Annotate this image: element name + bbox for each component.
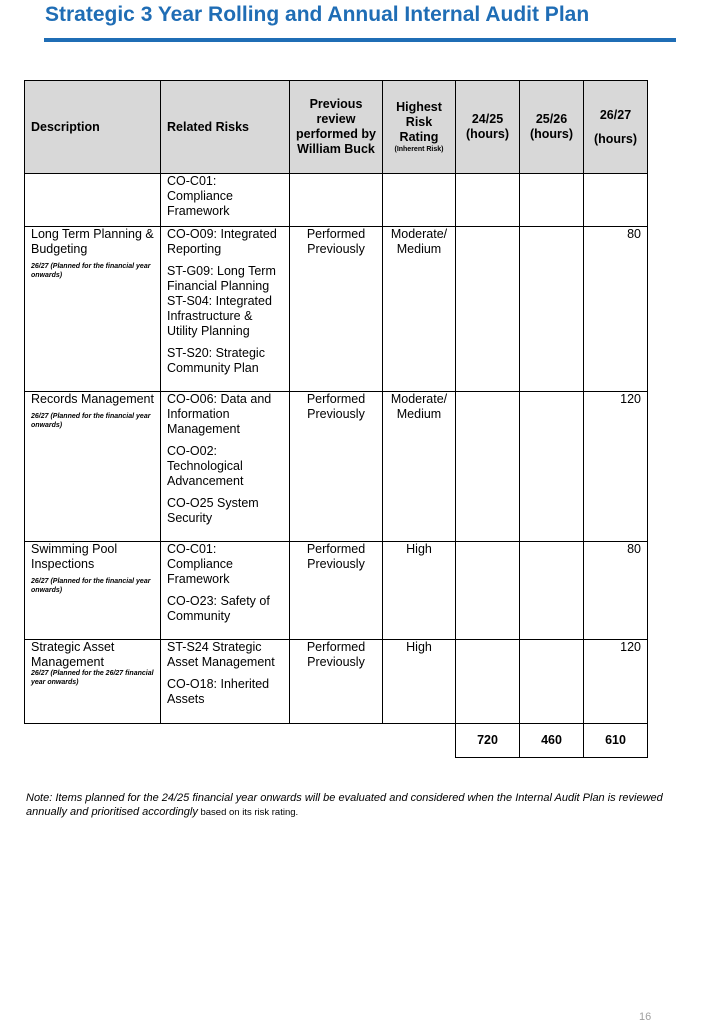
header-highest-risk [383,81,456,174]
header-year-25-26 [520,81,584,174]
risk-item: CO-O25 System Security [167,496,259,525]
total-hours-24-25: 720 [456,724,520,758]
table-header-row [25,81,648,174]
row-description-cell [25,227,161,392]
page-number: 16 [639,1011,652,1023]
row-planning-note: 26/27 (Planned for the financial year onwards) [31,263,151,279]
risk-item: ST-S24 Strategic Asset Management [167,640,275,669]
header-year-26-27 [584,81,648,174]
row-previous-review: Performed Previously [290,227,383,392]
row-risk-rating: Moderate/ Medium [383,227,456,392]
header-year-26-27-label: 26/27 [599,107,632,122]
risk-item: CO-O06: Data and Information Management [167,392,272,436]
row-risk-rating: High [383,640,456,724]
totals-spacer [161,724,290,758]
header-year-24-25 [456,81,520,174]
row-hours-25-26 [520,227,584,392]
row-description [25,174,161,227]
row-planning-note: 26/27 (Planned for the financial year onwards) [31,578,151,594]
row-risk-rating: High [383,542,456,640]
row-description: Records Management [31,392,154,406]
row-related-risks [161,640,290,724]
table-row [25,640,648,724]
header-year-24-25-unit: (hours) [465,127,510,141]
risk-item: CO-O18: Inherited Assets [167,677,270,706]
row-description: Strategic Asset Management [31,640,115,669]
header-previous-review: Previous review performed by William Buck [290,81,383,174]
risk-item: CO-O23: Safety of Community [167,594,270,623]
row-planning-note: 26/27 (Planned for the financial year onwards) [31,413,151,429]
header-year-25-26-unit: (hours) [529,127,574,141]
row-description: Swimming Pool Inspections [31,542,118,571]
table-row [25,392,648,542]
risk-item: CO-O09: Integrated Reporting [167,227,277,256]
row-hours-26-27: 80 [584,542,648,640]
row-hours-25-26 [520,392,584,542]
table-row [25,174,648,227]
total-hours-25-26: 460 [520,724,584,758]
row-related-risks [161,174,290,227]
risk-item: CO-C01: Compliance Framework [167,542,234,586]
row-hours-26-27: 80 [584,227,648,392]
header-year-25-26-label: 25/26 [535,112,568,126]
title-underline [44,38,676,42]
totals-row [25,724,648,758]
totals-spacer [290,724,383,758]
row-hours-25-26 [520,542,584,640]
header-year-24-25-label: 24/25 [471,112,504,126]
row-planning-note: 26/27 (Planned for the 26/27 financial year onwards) [31,670,154,686]
row-hours-26-27: 120 [584,640,648,724]
row-previous-review: Performed Previously [290,542,383,640]
row-previous-review [290,174,383,227]
row-hours-24-25 [456,542,520,640]
header-related-risks: Related Risks [161,81,290,174]
header-highest-risk-label: Highest Risk Rating [396,100,442,144]
row-hours-25-26 [520,174,584,227]
table-row [25,542,648,640]
row-risk-rating: Moderate/ Medium [383,392,456,542]
risk-item: CO-O02: Technological Advancement [167,444,244,488]
row-previous-review: Performed Previously [290,392,383,542]
row-description-cell [25,542,161,640]
footer-note-main: Note: Items planned for the 24/25 financial year onwards will be evaluated and considered when the Internal Audit Plan is reviewed annually and prioritised accordingly [26,792,663,818]
risk-item: ST-G09: Long Term Financial Planning ST-S04: Integrated Infrastructure & Utility Planning [167,264,276,338]
table-row [25,227,648,392]
header-highest-risk-sub: (Inherent Risk) [394,146,444,153]
row-hours-24-25 [456,227,520,392]
row-related-risks [161,542,290,640]
row-description-cell [25,392,161,542]
totals-spacer [383,724,456,758]
row-hours-24-25 [456,640,520,724]
footer-note-tail: based on its risk rating. [197,807,299,818]
row-risk-rating [383,174,456,227]
row-description: Long Term Planning & Budgeting [31,227,154,256]
row-hours-24-25 [456,392,520,542]
row-related-risks [161,227,290,392]
footer-note [26,791,666,820]
header-year-26-27-unit: (hours) [593,131,638,146]
totals-spacer [25,724,161,758]
header-description: Description [25,81,161,174]
row-related-risks [161,392,290,542]
page-title: Strategic 3 Year Rolling and Annual Internal Audit Plan [45,3,590,26]
row-hours-25-26 [520,640,584,724]
total-hours-26-27: 610 [584,724,648,758]
risk-item: ST-S20: Strategic Community Plan [167,346,265,375]
row-hours-26-27: 120 [584,392,648,542]
row-hours-24-25 [456,174,520,227]
row-hours-26-27 [584,174,648,227]
row-previous-review: Performed Previously [290,640,383,724]
risk-item: CO-C01: Compliance Framework [167,174,234,218]
audit-plan-table [24,80,648,758]
row-description-cell [25,640,161,724]
